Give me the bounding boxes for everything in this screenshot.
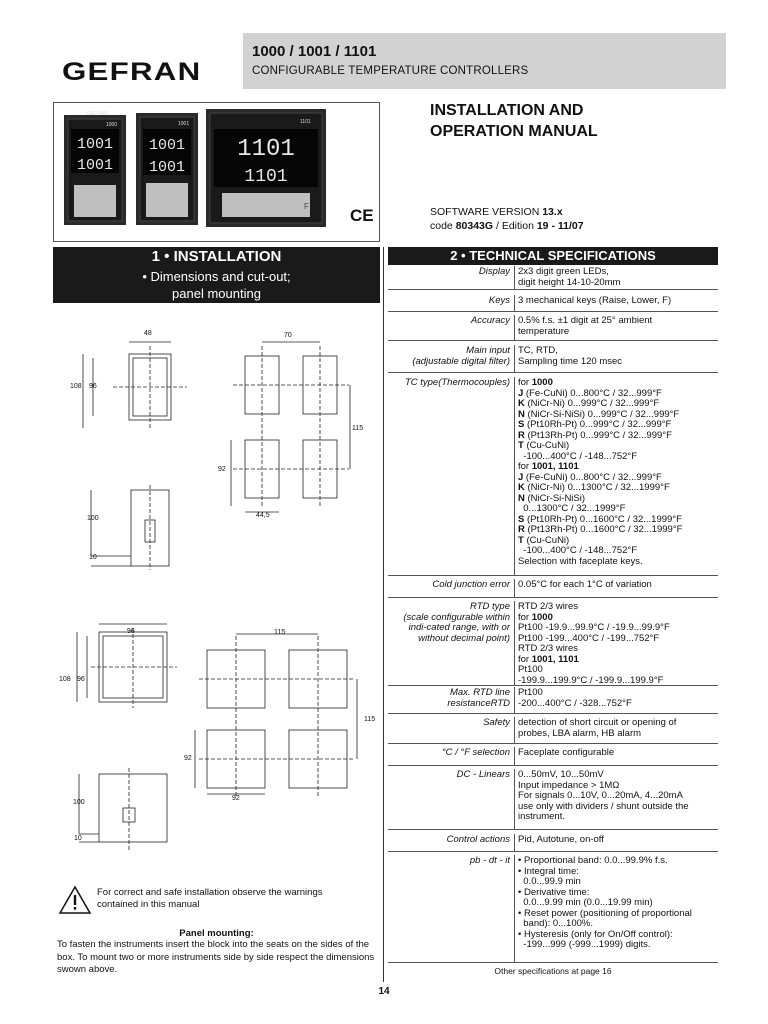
dim-96-b: 96 [127, 628, 135, 635]
spec-rule [388, 743, 718, 744]
spec-label: Max. RTD line resistanceRTD [447, 687, 510, 709]
badge-1101: 1101 [300, 119, 311, 125]
section1-title: 1 • INSTALLATION [53, 247, 380, 267]
dim-92: 92 [218, 466, 226, 473]
display-1000-top: 1001 [76, 136, 114, 153]
dim-10-b: 10 [74, 835, 82, 842]
display-1000-bottom: 1001 [76, 157, 114, 174]
spec-separator [514, 687, 515, 713]
spec-separator [514, 377, 515, 575]
dim-96: 96 [89, 383, 97, 390]
spec-separator [514, 266, 515, 289]
spec-value: Pid, Autotune, on-off [518, 834, 604, 845]
spec-separator [514, 834, 515, 851]
spec-label: Safety [483, 717, 510, 728]
product-photo [53, 102, 380, 242]
display-1101-top: 1101 [237, 136, 295, 163]
spec-separator [514, 579, 515, 597]
gefran-logo: GEFRAN [62, 58, 202, 86]
spec-rule [388, 829, 718, 830]
spec-value: TC, RTD, Sampling time 120 msec [518, 345, 623, 367]
f-key: F [304, 202, 309, 211]
page-number: 14 [378, 986, 390, 997]
model-subtitle: CONFIGURABLE TEMPERATURE CONTROLLERS [252, 65, 529, 77]
ce-mark: CE [350, 206, 374, 225]
column-divider [383, 247, 384, 982]
spec-label: pb - dt - it [469, 855, 510, 866]
spec-separator [514, 295, 515, 311]
spec-rule [388, 765, 718, 766]
spec-label: Accuracy [470, 315, 510, 326]
dim-115-b: 115 [274, 629, 286, 636]
spec-value: Pt100 -200...400°C / -328...752°F [518, 687, 632, 709]
dim-70: 70 [284, 332, 292, 339]
dim-100: 100 [87, 515, 99, 522]
spec-value: 0.05°C for each 1°C of variation [518, 579, 652, 590]
display-1001-top: 1001 [148, 137, 186, 154]
panel-mounting-title: Panel mounting: [179, 928, 254, 939]
svg-text:GEFRAN: GEFRAN [87, 111, 108, 117]
spec-rule [388, 340, 718, 341]
spec-value: Faceplate configurable [518, 747, 615, 758]
spec-separator [514, 769, 515, 829]
display-1101-bottom: 1101 [244, 167, 288, 187]
panel-mounting-text: To fasten the instruments insert the block into the seats on the sides of the box. To mount two or more instruments side by side respect the dimensions swown above. [57, 939, 375, 975]
warning-text: For correct and safe installation observe the warnings contained in this manual [97, 887, 323, 910]
header-band [243, 33, 726, 89]
spec-label: Control actions [446, 834, 510, 845]
spec-separator [514, 717, 515, 743]
spec-rule [388, 372, 718, 373]
spec-separator [514, 855, 515, 962]
other-specs-note: Other specifications at page 16 [494, 966, 612, 976]
badge-1000: 1000 [106, 122, 118, 128]
spec-label: °C / °F selection [441, 747, 510, 758]
badge-1001: 1001 [178, 121, 190, 127]
section1-subtitle: • Dimensions and cut-out; panel mounting [53, 267, 380, 303]
spec-rule [388, 575, 718, 576]
spec-value: RTD 2/3 wires for 1000 Pt100 -19.9...99.9°C / -19.9...99.9°F Pt100 -199...400°C / -199...752°F RTD 2/3 wires for 1001, 1101 Pt100 -199.9...199.9°C / -199.9...199.9°F [518, 601, 670, 686]
dim-10: 10 [89, 554, 97, 561]
spec-label: Cold junction error [432, 579, 510, 590]
spec-rule [388, 685, 718, 686]
device-1001 [136, 113, 198, 225]
spec-rule [388, 851, 718, 852]
spec-separator [514, 315, 515, 340]
spec-label: DC - Linears [456, 769, 510, 780]
spec-value: 0...50mV, 10...50mV Input impedance > 1MΩ For signals 0...10V, 0...20mA, 4...20mA use only with dividers / shunt outside the instrument. [518, 769, 689, 822]
spec-rule [388, 597, 718, 598]
device-1101 [206, 109, 326, 227]
spec-rule [388, 289, 718, 290]
display-1001-bottom: 1001 [148, 159, 186, 176]
manual-title: INSTALLATION AND OPERATION MANUAL [430, 102, 598, 140]
dim-100-b: 100 [73, 799, 85, 806]
spec-separator [514, 747, 515, 765]
dim-115-c: 115 [364, 716, 376, 723]
spec-value: 0.5% f.s. ±1 digit at 25° ambient temperature [518, 315, 653, 337]
spec-label: Main input (adjustable digital filter) [412, 345, 510, 367]
dim-48: 48 [144, 330, 152, 337]
spec-separator [514, 601, 515, 685]
spec-label: RTD type (scale configurable within indi-cated range, with or without decimal point) [403, 601, 510, 644]
dim-96-c: 96 [77, 676, 85, 683]
dim-92-c: 92 [232, 795, 240, 802]
software-version: SOFTWARE VERSION 13.x code 80343G / Edition 19 - 11/07 [430, 206, 584, 232]
spec-label: Display [478, 266, 510, 277]
spec-value: • Proportional band: 0.0...99.9% f.s. • Integral time: 0.0...99.9 min • Derivative time: 0.0...9.99 min (0.0...19.99 min) • Reset power (positioning of proportional band): 0...100%. • Hysteresis (only for On/Off control): -199...999 (-999...1999) digits. [518, 855, 692, 950]
spec-label: TC type(Thermocouples) [404, 377, 510, 388]
spec-value: for 1000 J (Fe-CuNi) 0...800°C / 32...999°F K (NiCr-Ni) 0...999°C / 32...999°F N (NiCr-Si-NiSi) 0...999°C / 32...999°F S (Pt10Rh-Pt) 0...999°C / 32...999°F R (Pt13Rh-Pt) 0...999°C / 32...999°F T (Cu-CuNi) -100...400°C / -148...752°F for 1001, 1101 J (Fe-CuNi) 0...800°C / 32...999°F K (NiCr-Ni) 0...1300°C / 32...1999°F N (NiCr-Si-NiSi) 0...1300°C / 32...1999°F S (Pt10Rh-Pt) 0...1600°C / 32...1999°F R (Pt13Rh-Pt) 0...1600°C / 32...1999°F T (Cu-CuNi) -100...400°C / -148...752°F Selection with faceplate keys. [518, 377, 683, 567]
dim-108-b: 108 [59, 676, 71, 683]
dim-44-5: 44,5 [256, 512, 270, 519]
spec-label: Keys [488, 295, 510, 306]
spec-value: 2x3 digit green LEDs, digit height 14-10-20mm [518, 266, 621, 288]
section2-title: 2 • TECHNICAL SPECIFICATIONS [388, 247, 718, 265]
spec-value: 3 mechanical keys (Raise, Lower, F) [518, 295, 672, 306]
spec-rule [388, 962, 718, 963]
model-title: 1000 / 1001 / 1101 [252, 43, 377, 60]
spec-separator [514, 345, 515, 372]
spec-rule [388, 311, 718, 312]
spec-value: detection of short circuit or opening of probes, LBA alarm, HB alarm [518, 717, 677, 739]
spec-rule [388, 713, 718, 714]
dim-108: 108 [70, 383, 82, 390]
dim-115: 115 [352, 425, 364, 432]
dimension-drawings [53, 310, 380, 880]
warning-icon [58, 885, 92, 915]
device-1000 [64, 111, 126, 225]
dim-92-b: 92 [184, 755, 192, 762]
